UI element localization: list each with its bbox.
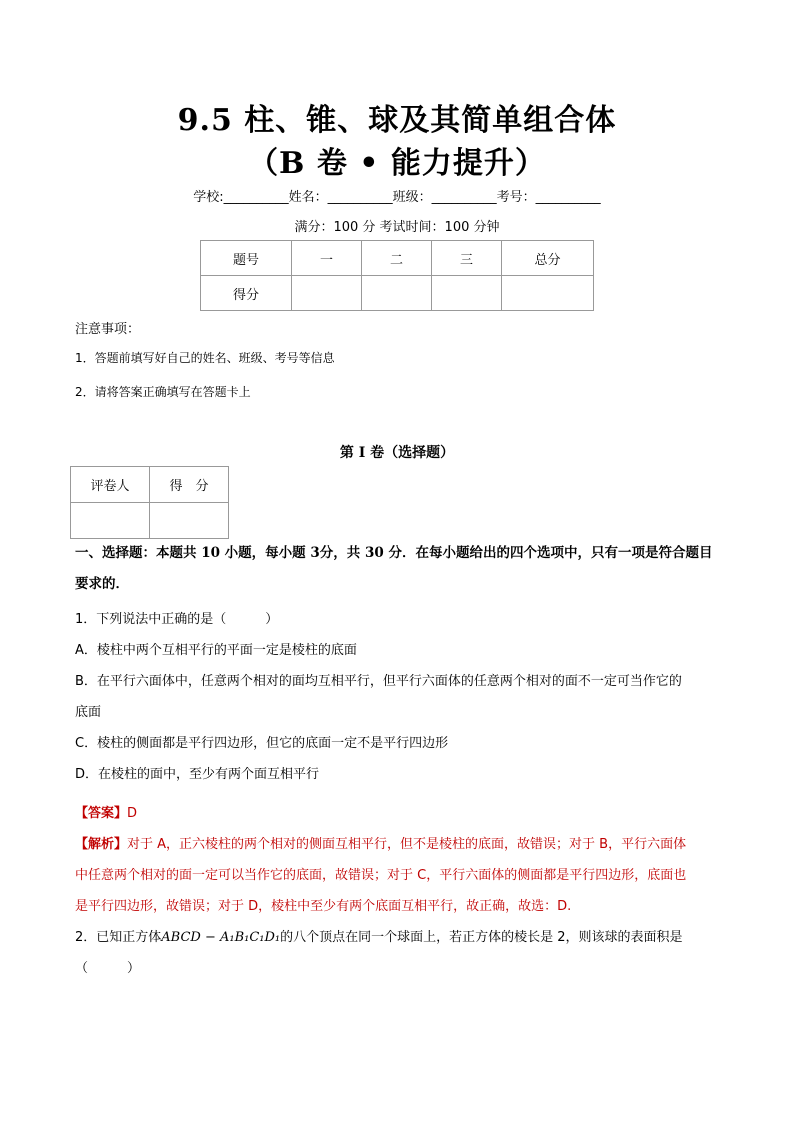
answer-value: D	[127, 806, 138, 821]
score-table-score-row	[201, 276, 594, 311]
question-1-solution	[75, 798, 725, 922]
question-2	[75, 922, 725, 984]
answer-line	[75, 798, 725, 829]
reviewer-cell[interactable]	[71, 503, 150, 539]
score-table-header: 一	[292, 241, 362, 276]
stem-prefix: 2．已知正方体	[75, 930, 162, 945]
score-table-header: 二	[362, 241, 432, 276]
score-cell[interactable]	[502, 276, 594, 311]
option-a: A．棱柱中两个互相平行的平面一定是棱柱的底面	[75, 643, 357, 658]
analysis-text: 对于 A，正六棱柱的两个相对的侧面互相平行，但不是棱柱的底面，故错误；对于 B，平行六面体	[127, 837, 687, 852]
student-info-line: 学校:__________姓名：__________班级：__________考号：__________	[193, 190, 601, 205]
note-item: 1．答题前填写好自己的姓名、班级、考号等信息	[75, 351, 335, 365]
score-cell[interactable]	[292, 276, 362, 311]
analysis-label: 【解析】	[75, 837, 128, 852]
score-table-header-row	[201, 241, 594, 276]
notes-title: 注意事项：	[75, 322, 141, 337]
heading-line: 一、选择题：本题共 10 小题，每小题 3分，共 30 分．在每小题给出的四个选项中，只有一项是符合题目	[75, 545, 713, 561]
question-stem: 1．下列说法中正确的是（ ）	[75, 612, 279, 627]
option-b-continued: 底面	[75, 705, 102, 720]
score-table-header: 三	[432, 241, 502, 276]
analysis-text: 中任意两个相对的面一定可以当作它的底面，故错误；对于 C，平行六面体的侧面都是平行四边形，底面也	[75, 868, 687, 883]
score-table	[200, 240, 594, 311]
score-cell[interactable]	[362, 276, 432, 311]
score-cell[interactable]	[150, 503, 229, 539]
note-item: 2．请将答案正确填写在答题卡上	[75, 385, 251, 399]
cube-formula: ABCD − A₁B₁C₁D₁	[161, 930, 281, 945]
score-table-header: 总分	[502, 241, 594, 276]
option-b: B．在平行六面体中，任意两个相对的面均互相平行，但平行六面体的任意两个相对的面不一定可当作它的	[75, 674, 682, 689]
stem-suffix: 的八个顶点在同一个球面上，若正方体的棱长是 2，则该球的表面积是	[280, 930, 683, 945]
reviewer-table	[70, 466, 229, 539]
answer-label: 【答案】	[75, 806, 128, 821]
question-stem	[75, 922, 725, 953]
doc-title-line1: 9.5 柱、锥、球及其简单组合体	[177, 103, 617, 138]
section-title: 第 I 卷（选择题）	[339, 445, 455, 461]
part1-heading	[75, 538, 725, 600]
answer-paren: （ ）	[75, 961, 141, 976]
question-1	[75, 604, 725, 790]
analysis-text: 是平行四边形，故错误；对于 D，棱柱中至少有两个底面互相平行，故正确，故选：D.	[75, 899, 572, 914]
reviewer-header: 评卷人	[71, 467, 150, 503]
option-d: D．在棱柱的面中，至少有两个面互相平行	[75, 767, 320, 782]
option-c: C．棱柱的侧面都是平行四边形，但它的底面一定不是平行四边形	[75, 736, 449, 751]
score-table-header: 题号	[201, 241, 292, 276]
doc-title-line2: （B 卷 • 能力提升）	[248, 146, 546, 181]
exam-score-time: 满分：100 分 考试时间：100 分钟	[294, 220, 500, 235]
heading-line: 要求的．	[75, 576, 129, 592]
score-cell[interactable]	[432, 276, 502, 311]
score-row-label: 得分	[201, 276, 292, 311]
analysis-line	[75, 829, 725, 860]
score-header: 得 分	[150, 467, 229, 503]
